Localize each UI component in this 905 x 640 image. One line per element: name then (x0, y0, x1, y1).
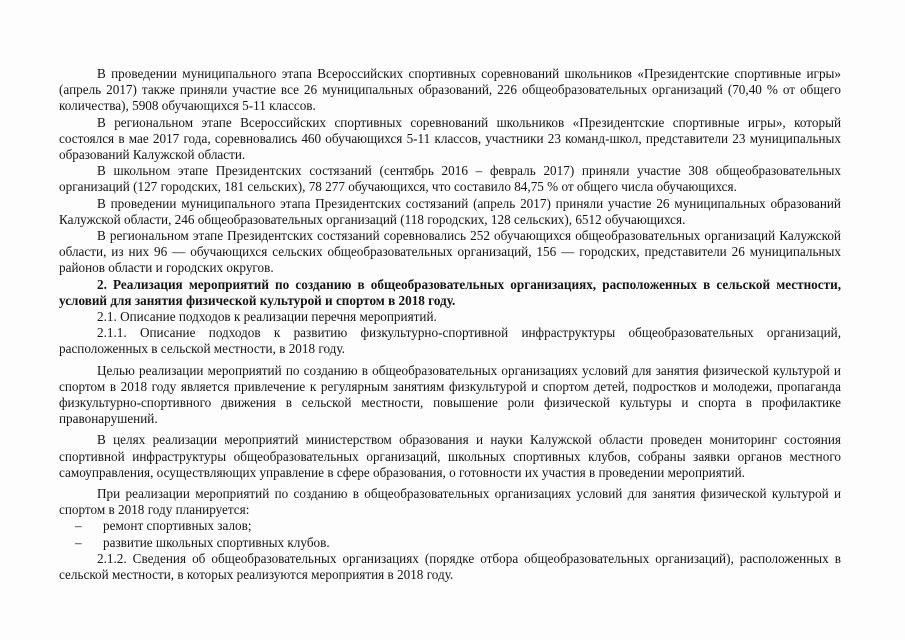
list-dash: – (75, 518, 82, 534)
paragraph-municipal-stage-games: В проведении муниципального этапа Всероссийских спортивных соревнований школьников «Президентские спортивные игры» (апрель 2017) также приняли участие все 26 муниципальных образований, 226 общеобразовательных организаций (70,40 % от общего количества), 5908 обучающихся 5-11 классов. (59, 66, 841, 114)
section-heading-2: 2. Реализация мероприятий по созданию в общеобразовательных организациях, расположенных в сельской местности, условий для занятия физической культурой и спортом в 2018 году. (59, 276, 841, 308)
list-item-text: ремонт спортивных залов; (103, 518, 252, 534)
paragraph-school-stage-contests: В школьном этапе Президентских состязаний (сентябрь 2016 – февраль 2017) приняли участие 308 общеобразовательных организаций (127 городских, 181 сельских), 78 277 обучающихся, что составило 84,75 % от общего числа обучающихся. (59, 163, 841, 195)
paragraph-plans: При реализации мероприятий по созданию в общеобразовательных организациях условий для занятия физической культурой и спортом в 2018 году планируется: (59, 486, 841, 518)
paragraph-regional-stage-contests: В региональном этапе Президентских состязаний соревновались 252 обучающихся общеобразовательных организаций Калужской области, из них 96 — обучающихся сельских общеобразовательных организаций, 156 — городских, представители 26 муниципальных районов области и городских округов. (59, 228, 841, 276)
list-dash: – (75, 534, 82, 550)
document-body (59, 66, 841, 583)
paragraph-municipal-stage-contests: В проведении муниципального этапа Президентских состязаний (апрель 2017) приняли участие 26 муниципальных образований Калужской области, 246 общеобразовательных организаций (118 городских, 128 сельских), 6512 обучающихся. (59, 195, 841, 227)
list-item-sport-clubs (59, 535, 841, 551)
list-item-gym-repair (59, 518, 841, 534)
paragraph-monitoring: В целях реализации мероприятий министерством образования и науки Калужской области проведен мониторинг состояния спортивной инфраструктуры общеобразовательных организаций, школьных спортивных клубов, собраны заявки органов местного самоуправления, осуществляющих управление в сфере образования, о готовности их участия в проведении мероприятий. (59, 432, 841, 480)
paragraph-goal: Целью реализации мероприятий по созданию в общеобразовательных организациях условий для занятия физической культурой и спортом в 2018 году является привлечение к регулярным занятиям физкультурой и спортом детей, подростков и молодежи, пропаганда физкультурно-спортивного движения в сельской местности, повышение роли физической культуры и спорта в профилактике правонарушений. (59, 362, 841, 427)
paragraph-2-1: 2.1. Описание подходов к реализации перечня мероприятий. (97, 309, 437, 325)
paragraph-2-1-1: 2.1.1. Описание подходов к развитию физкультурно-спортивной инфраструктуры общеобразовательных организаций, расположенных в сельской местности, в 2018 году. (59, 325, 841, 357)
paragraph-2-1-2: 2.1.2. Сведения об общеобразовательных организациях (порядке отбора общеобразовательных организаций), расположенных в сельской местности, в которых реализуются мероприятия в 2018 году. (59, 550, 841, 583)
paragraph-regional-stage-games: В региональном этапе Всероссийских спортивных соревнований школьников «Президентские спортивные игры», который состоялся в мае 2017 года, соревновались 460 обучающихся 5-11 классов, участники 23 команд-школ, представители 23 муниципальных образований Калужской области. (59, 114, 841, 163)
list-item-text: развитие школьных спортивных клубов. (103, 534, 330, 550)
